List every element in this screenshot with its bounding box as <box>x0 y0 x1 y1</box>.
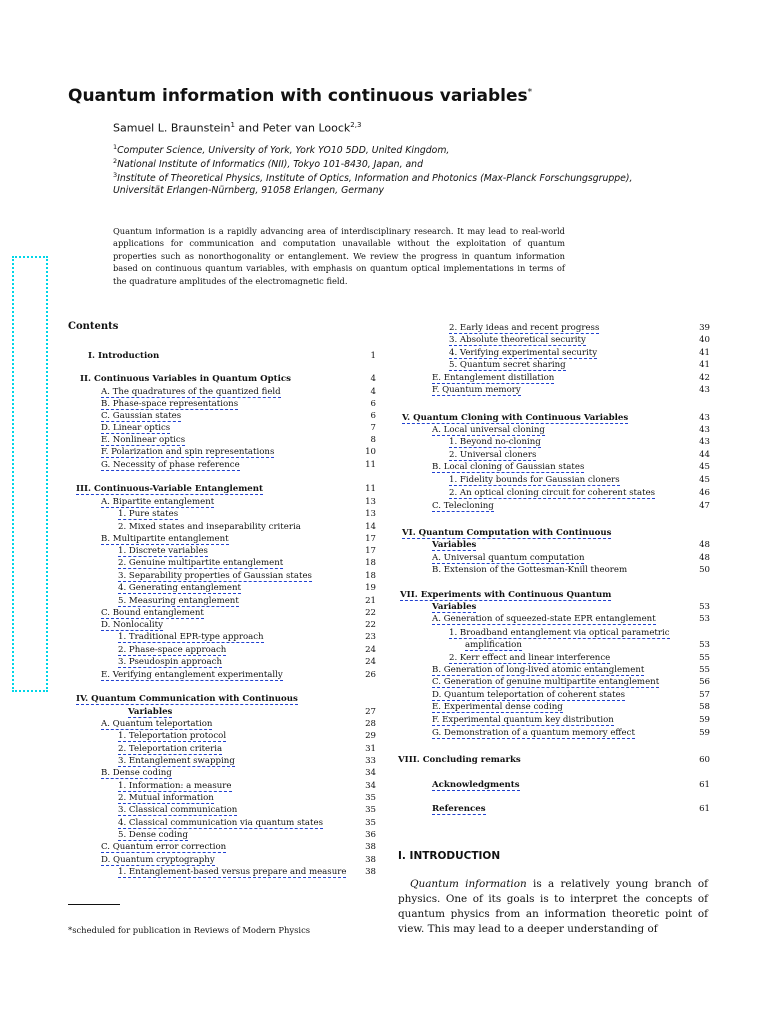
toc-right-entry[interactable] <box>432 665 644 675</box>
toc-entry-label: 1. Fidelity bounds for Gaussian cloners <box>449 475 620 485</box>
toc-page-number: 43 <box>699 437 710 447</box>
toc-left-entry[interactable] <box>101 399 238 409</box>
toc-page-number: 17 <box>365 546 376 556</box>
toc-entry-label: 1. Broadband entanglement via optical parametric <box>449 628 670 638</box>
author-line: Samuel L. Braunstein$^1$ and Peter van Loock$^{2,3}$ <box>113 121 362 135</box>
toc-left-entry[interactable] <box>101 534 229 544</box>
toc-left-entry[interactable] <box>118 793 214 803</box>
toc-page-number: 43 <box>699 413 710 423</box>
toc-page-number: 6 <box>370 411 376 421</box>
toc-page-number: 17 <box>365 534 376 544</box>
toc-left-entry[interactable] <box>101 670 283 680</box>
toc-entry-label: A. The quadratures of the quantized field <box>101 387 281 397</box>
toc-entry-label: 1. Pure states <box>118 509 179 519</box>
footnote-rule <box>68 904 120 905</box>
toc-left-entry[interactable] <box>118 645 226 655</box>
toc-right-entry[interactable] <box>432 462 584 472</box>
toc-entry-label: amplification <box>465 640 522 650</box>
toc-left-entry[interactable] <box>118 632 264 642</box>
toc-right-entry[interactable] <box>432 602 476 612</box>
toc-entry-label: C. Gaussian states <box>101 411 182 421</box>
introduction-paragraph: Quantum information is a relatively young branch of physics. One of its goals is to interpret the concepts of quantum physics from an information theoretic point of view. This may lead to a deeper understanding of <box>398 878 708 935</box>
toc-entry-label: IV. Quantum Communication with Continuous <box>76 694 298 704</box>
toc-page-number: 22 <box>365 620 376 630</box>
toc-page-number: 22 <box>365 608 376 618</box>
toc-page-number: 55 <box>699 665 710 675</box>
toc-left-entry[interactable] <box>118 744 222 754</box>
toc-entry-label: 3. Separability properties of Gaussian states <box>118 571 312 581</box>
toc-left-entry[interactable] <box>118 731 226 741</box>
toc-page-number: 6 <box>370 399 376 409</box>
author-1: Samuel L. Braunstein <box>113 121 231 135</box>
toc-page-number: 47 <box>699 501 710 511</box>
toc-right-entry[interactable] <box>449 335 586 345</box>
toc-page-number: 1 <box>370 351 376 361</box>
toc-entry-label: 5. Measuring entanglement <box>118 596 239 606</box>
toc-page-number: 43 <box>699 425 710 435</box>
toc-page-number: 38 <box>365 855 376 865</box>
toc-page-number: 41 <box>699 348 710 358</box>
toc-left-entry[interactable] <box>118 522 301 532</box>
toc-entry-label: F. Experimental quantum key distribution <box>432 715 614 725</box>
toc-entry-label: A. Bipartite entanglement <box>101 497 215 507</box>
toc-left-entry[interactable] <box>101 387 281 397</box>
toc-right-entry[interactable] <box>449 323 599 333</box>
toc-left-entry[interactable] <box>101 423 170 433</box>
toc-entry-label: 2. Early ideas and recent progress <box>449 323 600 333</box>
toc-left-entry[interactable] <box>101 620 163 630</box>
toc-entry-label: 2. Kerr effect and linear interference <box>449 653 611 663</box>
toc-right-entry[interactable] <box>432 540 476 550</box>
toc-left-entry[interactable] <box>128 707 172 717</box>
toc-page-number: 31 <box>365 744 376 754</box>
toc-right-entry[interactable] <box>449 348 597 358</box>
toc-left-entry[interactable] <box>118 781 232 791</box>
toc-page-number: 13 <box>365 509 376 519</box>
toc-page-number: 39 <box>699 323 710 333</box>
toc-entry-label: E. Nonlinear optics <box>101 435 186 445</box>
toc-page-number: 59 <box>699 715 710 725</box>
toc-right-entry[interactable] <box>432 501 494 511</box>
toc-entry-label: A. Local universal cloning <box>432 425 545 435</box>
affiliation-3: $^3$Institute of Theoretical Physics, Institute of Optics, Information and Photonics (Max-Planck Forschungsgruppe), <box>113 171 633 185</box>
toc-entry-label: I. Introduction <box>88 351 160 361</box>
abstract: Quantum information is a rapidly advancing area of interdisciplinary research. It may lead to real-world applications for communication and computation unavailable without the exploitation of quantum properties such as nonorthogonality or entanglement. We review the progress in quantum information based on continuous quantum variables, with emphasis on quantum optical implementations in terms of the quadrature amplitudes of the electromagnetic field. <box>113 226 565 286</box>
toc-page-number: 14 <box>365 522 376 532</box>
toc-left-entry[interactable] <box>118 583 241 593</box>
toc-entry-label: 3. Classical communication <box>118 805 238 815</box>
toc-left-entry[interactable] <box>76 484 263 494</box>
toc-left-entry[interactable] <box>118 657 222 667</box>
toc-entry-label: B. Generation of long-lived atomic entanglement <box>432 665 645 675</box>
toc-left-entry[interactable] <box>118 509 178 519</box>
toc-right-entry[interactable] <box>449 360 566 370</box>
toc-page-number: 38 <box>365 842 376 852</box>
toc-page-number: 18 <box>365 571 376 581</box>
toc-right-entry[interactable] <box>449 628 670 638</box>
toc-entry-label: Variables <box>128 707 173 717</box>
toc-left-entry[interactable] <box>101 411 181 421</box>
toc-right-entry[interactable] <box>402 528 611 538</box>
toc-page-number: 19 <box>365 583 376 593</box>
contents-heading: Contents <box>68 321 119 332</box>
affiliation-2: $^2$National Institute of Informatics (NII), Tokyo 101-8430, Japan, and <box>113 157 423 171</box>
toc-page-number: 24 <box>365 645 376 655</box>
toc-right-entry[interactable] <box>432 804 486 814</box>
toc-entry-label: 1. Information: a measure <box>118 781 232 791</box>
toc-left-entry[interactable] <box>118 805 237 815</box>
toc-entry-label: Acknowledgments <box>432 780 520 790</box>
toc-entry-label: A. Universal quantum computation <box>432 553 585 563</box>
toc-entry-label: 2. Mutual information <box>118 793 214 803</box>
toc-left-entry[interactable] <box>101 855 215 865</box>
toc-page-number: 53 <box>699 602 710 612</box>
toc-entry-label: 2. An optical cloning circuit for coherent states <box>449 488 656 498</box>
toc-page-number: 24 <box>365 657 376 667</box>
toc-entry-label: D. Nonlocality <box>101 620 163 630</box>
toc-right-entry[interactable] <box>432 425 545 435</box>
title-footnote-mark: * <box>527 87 533 98</box>
toc-right-entry[interactable] <box>432 614 656 624</box>
toc-entry-label: 2. Mixed states and inseparability criteria <box>118 522 301 532</box>
toc-entry-label: 5. Dense coding <box>118 830 188 840</box>
toc-entry-label: B. Local cloning of Gaussian states <box>432 462 585 472</box>
toc-right-entry[interactable] <box>432 565 627 575</box>
toc-entry-label: B. Phase-space representations <box>101 399 239 409</box>
toc-entry-label: C. Generation of genuine multipartite entanglement <box>432 677 660 687</box>
toc-page-number: 34 <box>365 781 376 791</box>
toc-right-entry[interactable] <box>449 475 620 485</box>
toc-left-entry[interactable] <box>118 546 208 556</box>
toc-left-entry[interactable] <box>118 830 188 840</box>
toc-page-number: 45 <box>699 475 710 485</box>
toc-left-entry[interactable] <box>118 558 283 568</box>
toc-entry-label: C. Bound entanglement <box>101 608 204 618</box>
toc-right-entry[interactable] <box>432 553 584 563</box>
toc-right-entry[interactable] <box>432 690 625 700</box>
toc-left-entry[interactable] <box>101 447 274 457</box>
toc-entry-label: G. Demonstration of a quantum memory effect <box>432 728 635 738</box>
toc-page-number: 53 <box>699 614 710 624</box>
toc-left-entry[interactable] <box>80 374 291 384</box>
toc-page-number: 56 <box>699 677 710 687</box>
toc-page-number: 27 <box>365 707 376 717</box>
toc-entry-label: Variables <box>432 602 477 612</box>
toc-right-entry[interactable] <box>432 702 563 712</box>
toc-entry-label: VIII. Concluding remarks <box>398 755 521 765</box>
toc-entry-label: B. Multipartite entanglement <box>101 534 229 544</box>
toc-right-entry[interactable] <box>432 385 521 395</box>
toc-page-number: 26 <box>365 670 376 680</box>
toc-page-number: 48 <box>699 540 710 550</box>
toc-left-entry[interactable] <box>88 351 159 361</box>
toc-right-entry[interactable] <box>400 590 611 600</box>
toc-left-entry[interactable] <box>101 460 240 470</box>
toc-page-number: 35 <box>365 793 376 803</box>
toc-page-number: 11 <box>365 484 376 494</box>
toc-page-number: 57 <box>699 690 710 700</box>
toc-entry-label: D. Linear optics <box>101 423 171 433</box>
toc-left-entry[interactable] <box>101 842 226 852</box>
toc-entry-label: 1. Beyond no-cloning <box>449 437 541 447</box>
toc-entry-label: 4. Verifying experimental security <box>449 348 598 358</box>
toc-entry-label: 4. Generating entanglement <box>118 583 241 593</box>
toc-left-entry[interactable] <box>118 818 323 828</box>
toc-entry-label: C. Quantum error correction <box>101 842 227 852</box>
toc-entry-label: F. Polarization and spin representations <box>101 447 275 457</box>
toc-left-entry[interactable] <box>101 435 185 445</box>
toc-entry-label: F. Quantum memory <box>432 385 521 395</box>
toc-left-entry[interactable] <box>101 719 212 729</box>
toc-page-number: 4 <box>370 387 376 397</box>
toc-page-number: 21 <box>365 596 376 606</box>
toc-page-number: 33 <box>365 756 376 766</box>
toc-page-number: 43 <box>699 385 710 395</box>
paper-title: Quantum information with continuous variables* <box>68 86 533 106</box>
toc-right-entry[interactable] <box>449 653 610 663</box>
toc-left-entry[interactable] <box>118 756 235 766</box>
toc-entry-label: A. Generation of squeezed-state EPR entanglement <box>432 614 656 624</box>
toc-right-entry[interactable] <box>449 450 536 460</box>
toc-entry-label: 3. Entanglement swapping <box>118 756 235 766</box>
toc-entry-label: E. Verifying entanglement experimentally <box>101 670 283 680</box>
section-heading-introduction: I. INTRODUCTION <box>398 850 501 862</box>
toc-page-number: 11 <box>365 460 376 470</box>
toc-page-number: 38 <box>365 867 376 877</box>
toc-page-number: 18 <box>365 558 376 568</box>
toc-page-number: 58 <box>699 702 710 712</box>
toc-entry-label: 2. Universal cloners <box>449 450 537 460</box>
toc-page-number: 8 <box>370 435 376 445</box>
toc-right-entry[interactable] <box>398 755 521 765</box>
toc-page-number: 61 <box>699 804 710 814</box>
toc-right-entry[interactable] <box>449 488 655 498</box>
toc-left-entry[interactable] <box>118 596 239 606</box>
toc-page-number: 50 <box>699 565 710 575</box>
toc-entry-label: 2. Teleportation criteria <box>118 744 223 754</box>
toc-entry-label: 1. Traditional EPR-type approach <box>118 632 264 642</box>
toc-page-number: 59 <box>699 728 710 738</box>
toc-page-number: 42 <box>699 373 710 383</box>
toc-page-number: 41 <box>699 360 710 370</box>
toc-entry-label: G. Necessity of phase reference <box>101 460 240 470</box>
toc-page-number: 7 <box>370 423 376 433</box>
toc-right-entry[interactable] <box>402 413 628 423</box>
toc-page-number: 46 <box>699 488 710 498</box>
toc-entry-label: 5. Quantum secret sharing <box>449 360 566 370</box>
toc-page-number: 13 <box>365 497 376 507</box>
toc-entry-label: 3. Pseudospin approach <box>118 657 222 667</box>
toc-entry-label: VII. Experiments with Continuous Quantum <box>400 590 612 600</box>
toc-entry-label: A. Quantum teleportation <box>101 719 213 729</box>
toc-entry-label: VI. Quantum Computation with Continuous <box>402 528 612 538</box>
toc-left-entry[interactable] <box>76 694 298 704</box>
toc-page-number: 23 <box>365 632 376 642</box>
affiliation-3-cont: Universität Erlangen-Nürnberg, 91058 Erlangen, Germany <box>113 185 384 196</box>
toc-left-entry[interactable] <box>101 608 204 618</box>
toc-page-number: 4 <box>370 374 376 384</box>
toc-right-entry[interactable] <box>432 677 659 687</box>
toc-page-number: 53 <box>699 640 710 650</box>
toc-page-number: 34 <box>365 768 376 778</box>
toc-page-number: 40 <box>699 335 710 345</box>
toc-left-entry[interactable] <box>101 497 214 507</box>
toc-page-number: 55 <box>699 653 710 663</box>
toc-page-number: 61 <box>699 780 710 790</box>
toc-entry-label: Variables <box>432 540 477 550</box>
toc-entry-label: 1. Entanglement-based versus prepare and measure <box>118 867 347 877</box>
toc-entry-label: B. Extension of the Gottesman-Knill theorem <box>432 565 628 575</box>
toc-entry-label: 1. Discrete variables <box>118 546 208 556</box>
toc-entry-label: 4. Classical communication via quantum states <box>118 818 324 828</box>
toc-entry-label: V. Quantum Cloning with Continuous Variables <box>402 413 629 423</box>
margin-selection-strip <box>12 256 48 692</box>
author-2: Peter van Loock <box>262 121 351 135</box>
toc-entry-label: D. Quantum teleportation of coherent states <box>432 690 626 700</box>
toc-right-entry[interactable] <box>432 715 614 725</box>
toc-entry-label: C. Telecloning <box>432 501 494 511</box>
toc-left-entry[interactable] <box>101 768 172 778</box>
toc-entry-label: III. Continuous-Variable Entanglement <box>76 484 263 494</box>
toc-page-number: 35 <box>365 805 376 815</box>
footnote: *scheduled for publication in Reviews of Modern Physics <box>68 925 311 935</box>
toc-entry-label: 1. Teleportation protocol <box>118 731 227 741</box>
toc-entry-label: E. Entanglement distillation <box>432 373 555 383</box>
toc-entry-label: B. Dense coding <box>101 768 172 778</box>
toc-right-entry[interactable] <box>432 780 520 790</box>
toc-page-number: 36 <box>365 830 376 840</box>
toc-entry-label: 3. Absolute theoretical security <box>449 335 586 345</box>
toc-page-number: 48 <box>699 553 710 563</box>
affiliation-1: $^1$Computer Science, University of York, York YO10 5DD, United Kingdom, <box>113 143 450 157</box>
toc-page-number: 44 <box>699 450 710 460</box>
toc-left-entry[interactable] <box>118 571 312 581</box>
toc-entry-label: E. Experimental dense coding <box>432 702 563 712</box>
toc-entry-label: D. Quantum cryptography <box>101 855 215 865</box>
toc-left-entry[interactable] <box>118 867 346 877</box>
toc-entry-label: 2. Genuine multipartite entanglement <box>118 558 284 568</box>
toc-entry-label: 2. Phase-space approach <box>118 645 227 655</box>
toc-right-entry[interactable] <box>432 373 554 383</box>
toc-page-number: 35 <box>365 818 376 828</box>
toc-page-number: 45 <box>699 462 710 472</box>
toc-right-entry[interactable] <box>432 728 635 738</box>
toc-page-number: 28 <box>365 719 376 729</box>
toc-entry-label: II. Continuous Variables in Quantum Optics <box>80 374 291 384</box>
toc-entry-label: References <box>432 804 486 814</box>
toc-page-number: 29 <box>365 731 376 741</box>
toc-page-number: 60 <box>699 755 710 765</box>
toc-right-entry[interactable] <box>449 437 541 447</box>
toc-right-entry[interactable] <box>465 640 522 650</box>
toc-page-number: 10 <box>365 447 376 457</box>
